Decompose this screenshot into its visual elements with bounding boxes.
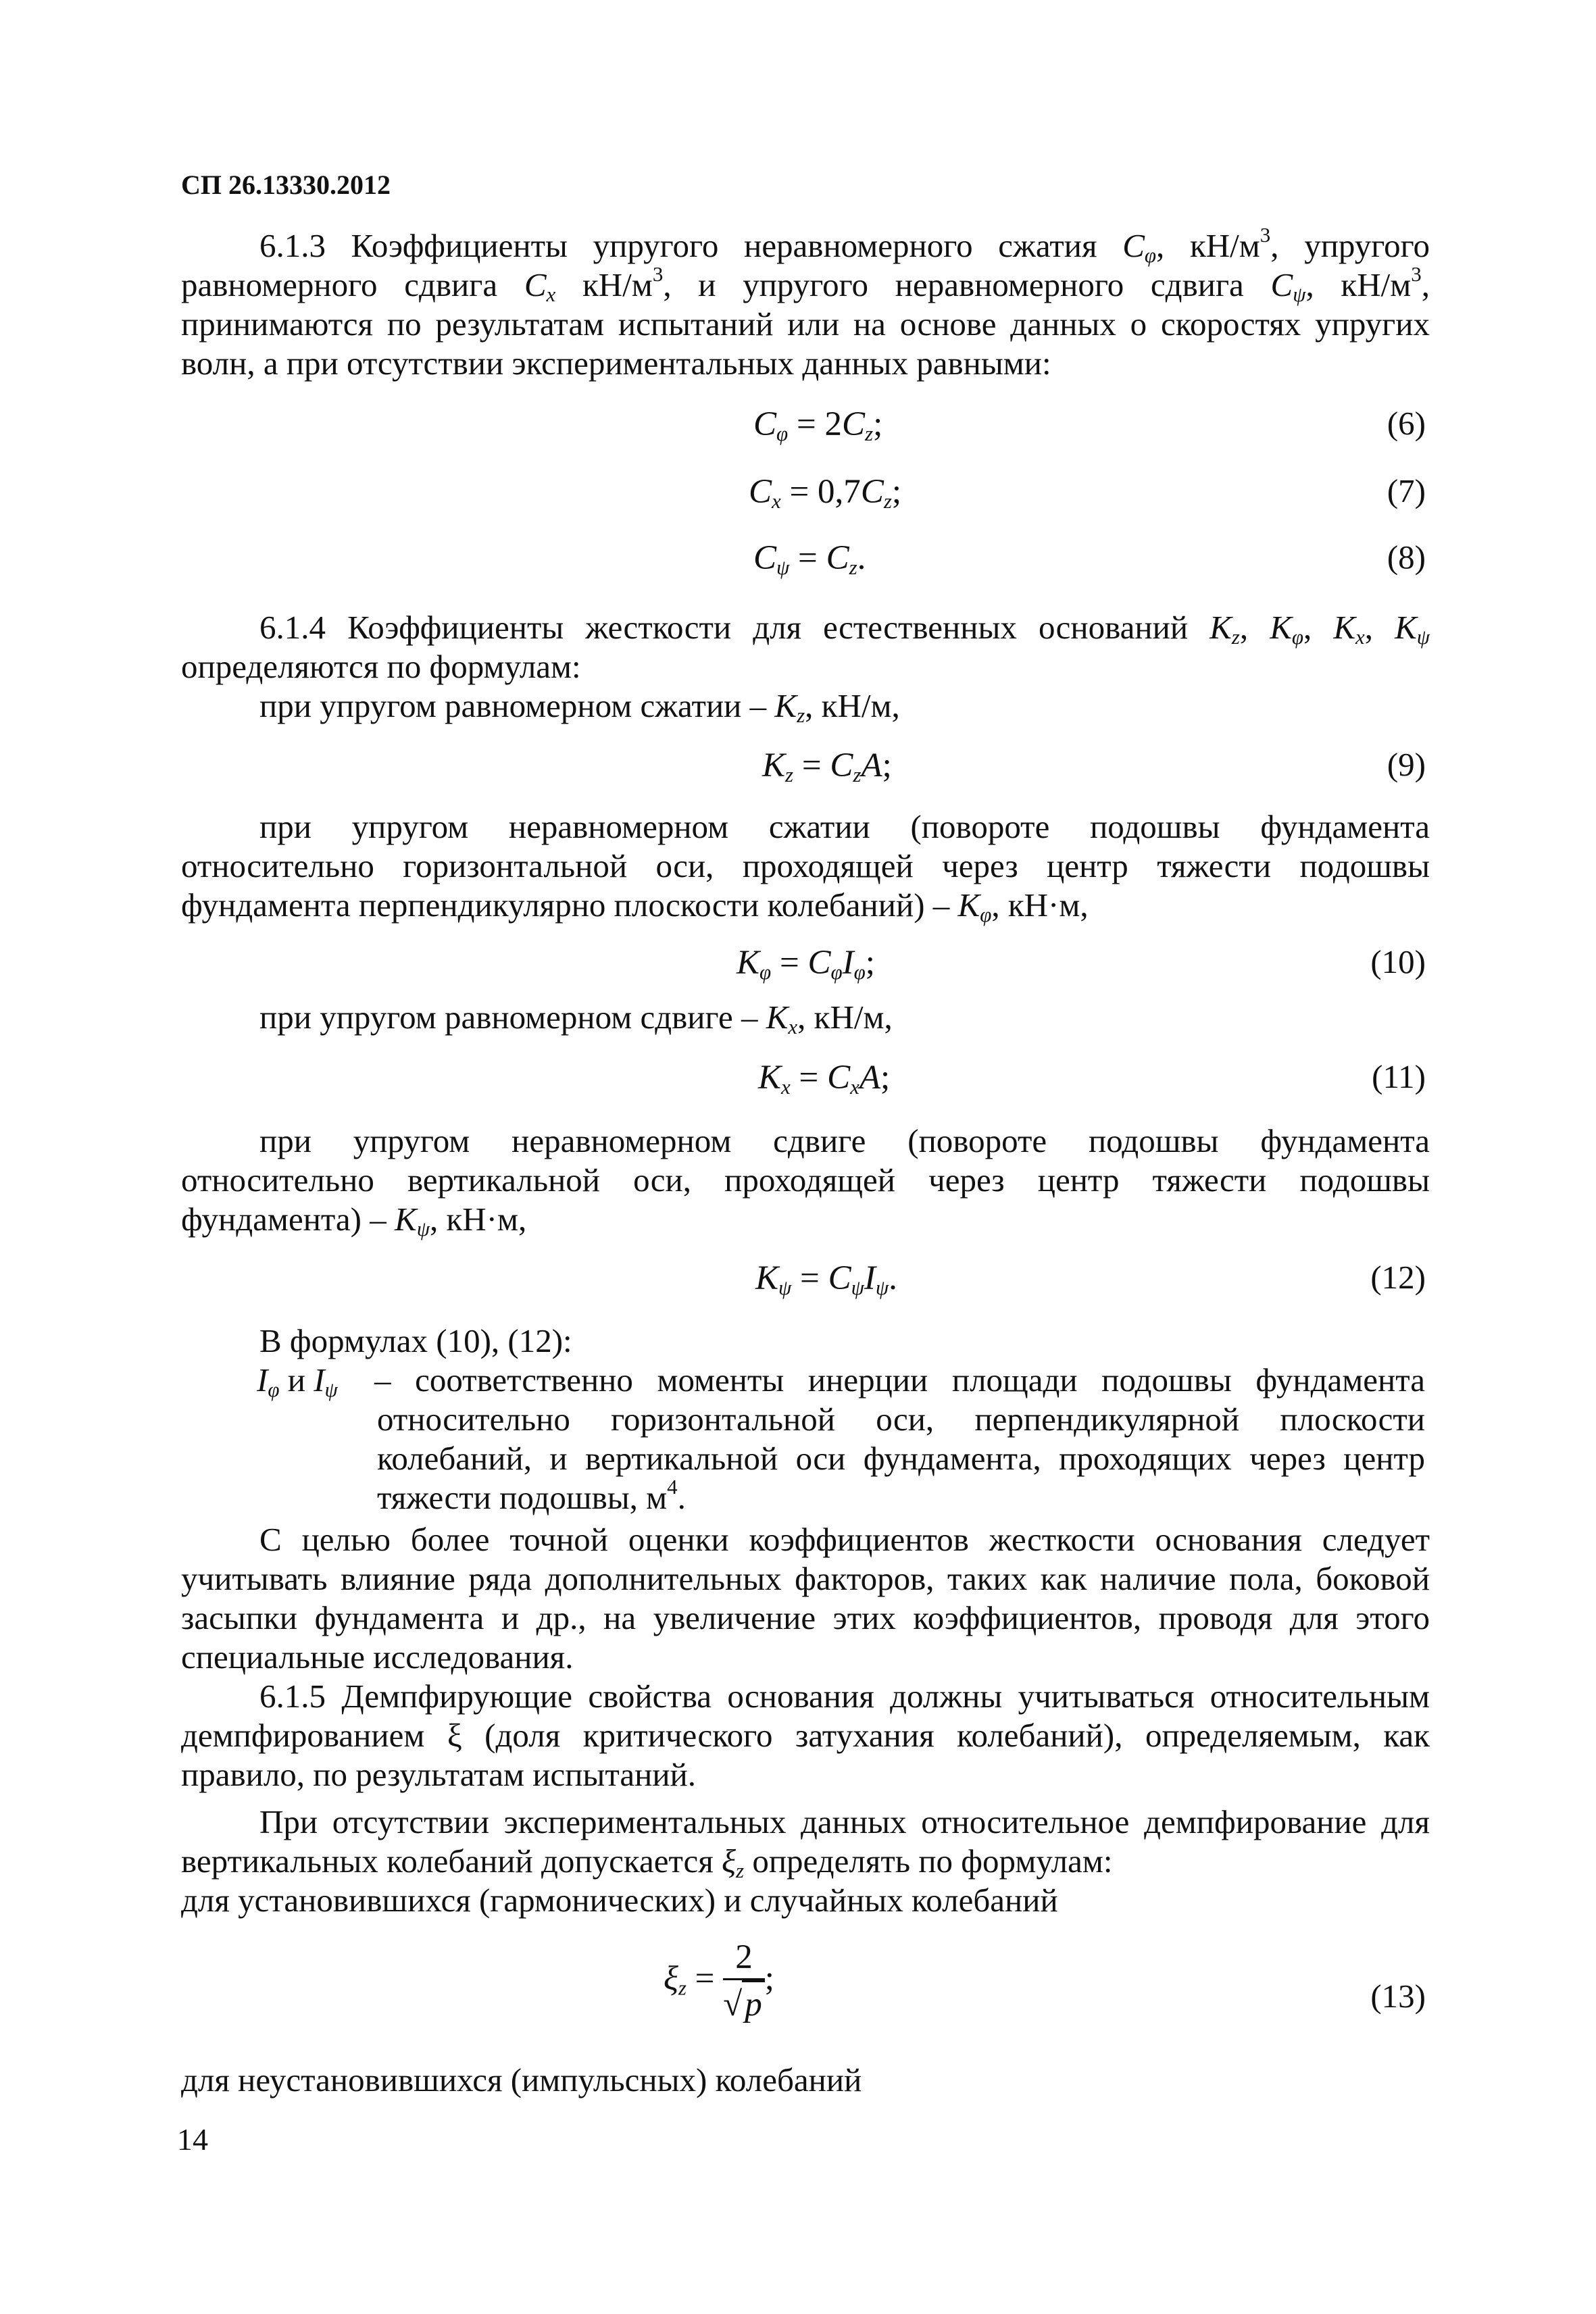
paragraph-6-1-4-line-3: при упругом равномерном сжатии – $K_z$, кН/м, [259,687,900,727]
paragraph-6-1-3-line-3: принимаются по результатам испытаний или на основе данных о скоростях упругих [181,305,1430,343]
formula-7-number: (7) [1387,472,1426,509]
definition-line-2: относительно горизонтальной оси, перпендикулярной плоскости [377,1401,1425,1438]
formula-9: $K_z = C_zA$; [762,747,892,786]
document-code-header: СП 26.13330.2012 [181,170,391,200]
formula-7: $C_x = 0,7C_z$; [749,473,902,513]
formula-12-number: (12) [1370,1259,1426,1296]
formula-6-number: (6) [1387,405,1426,442]
formula-13-fraction: $\frac{2}{√p}$ [723,1936,765,2027]
definition-line-3: колебаний, и вертикальной оси фундамента, проходящих через центр [377,1440,1425,1477]
definition-line-1: – соответственно моменты инерции площади подошвы фундамента [374,1361,1425,1399]
paragraph-6-1-4-line-4: при упругом неравномерном сжатии (повороте подошвы фундамента [259,808,1430,845]
absence-line-1: При отсутствии экспериментальных данных относительное демпфирование для [259,1803,1430,1840]
paragraph-6-1-4-line-8: при упругом неравномерном сдвиге (повороте подошвы фундамента [259,1122,1430,1159]
definition-symbols: $I_\varphi$ и $I_\psi$ [257,1361,338,1401]
paragraph-6-1-4-line-6: фундамента перпендикулярно плоскости колебаний) – $K_\varphi$, кН·м, [181,886,1089,926]
formula-11-number: (11) [1372,1058,1426,1095]
paragraph-6-1-5-line-2: демпфированием ξ (доля критического затухания колебаний), определяемым, как [181,1717,1430,1754]
definition-line-4: тяжести подошвы, $м^4$. [377,1475,686,1516]
paragraph-6-1-5-line-1: 6.1.5 Демпфирующие свойства основания должны учитываться относительным [259,1678,1430,1715]
formulas-intro: В формулах (10), (12): [259,1322,572,1359]
formula-8-number: (8) [1387,538,1426,576]
formula-11: $K_x = C_xA$; [758,1059,891,1099]
formula-13: $\xi_z$ = $\frac{2}{√p}$ ; [664,1936,774,2027]
paragraph-6-1-5-line-3: правило, по результатам испытаний. [181,1756,697,1793]
paragraph-6-1-4-line-9: относительно вертикальной оси, проходящей через центр тяжести подошвы [181,1161,1430,1199]
formula-10-number: (10) [1370,943,1426,980]
note-line-4: специальные исследования. [181,1638,574,1676]
paragraph-6-1-4-line-5: относительно горизонтальной оси, проходящей через центр тяжести подошвы [181,847,1430,884]
paragraph-6-1-4-line-2: определяются по формулам: [181,648,581,685]
formula-13-number: (13) [1370,1978,1426,2015]
formula-9-number: (9) [1387,746,1426,783]
steady-oscillations-label: для установившихся (гармонических) и случайных колебаний [181,1882,1058,1919]
paragraph-6-1-4-line-7: при упругом равномерном сдвиге – $K_x$, кН/м, [259,999,893,1038]
note-line-3: засыпки фундамента и др., на увеличение этих коэффициентов, проводя для этого [181,1599,1430,1636]
formula-10: $K_\varphi = C_\varphi I_\varphi$; [737,944,875,984]
paragraph-6-1-4-line-1: 6.1.4 Коэффициенты жесткости для естественных оснований $K_z$, $K_\varphi$, $K_x$, $K_\psi$ [259,609,1430,649]
paragraph-6-1-3-line-2: равномерного сдвига $C_x$ $кН/м^3$, и упругого неравномерного сдвига $C_\psi$, $кН/м^3$, [181,262,1430,306]
formula-6: $C_\varphi = 2C_z$; [753,405,883,445]
absence-line-2: вертикальных колебаний допускается $\xi_z$ определять по формулам: [181,1842,1113,1882]
formula-12: $K_\psi = C_\psi I_\psi$. [755,1259,897,1299]
transient-oscillations-label: для неустановившихся (импульсных) колебаний [181,2061,862,2098]
note-line-2: учитывать влияние ряда дополнительных факторов, таких как наличие пола, боковой [181,1560,1430,1597]
paragraph-6-1-4-line-10: фундамента) – $K_\psi$, кН·м, [181,1201,527,1240]
paragraph-6-1-3-line-4: волн, а при отсутствии экспериментальных данных равными: [181,345,1051,382]
paragraph-6-1-3-line-1: 6.1.3 Коэффициенты упругого неравномерного сжатия $C_\varphi$, $кН/м^3$, упругого [259,223,1430,267]
formula-8: $C_\psi = C_z$. [753,539,866,579]
note-line-1: С целью более точной оценки коэффициентов жесткости основания следует [259,1521,1430,1558]
page-number: 14 [177,2122,208,2157]
